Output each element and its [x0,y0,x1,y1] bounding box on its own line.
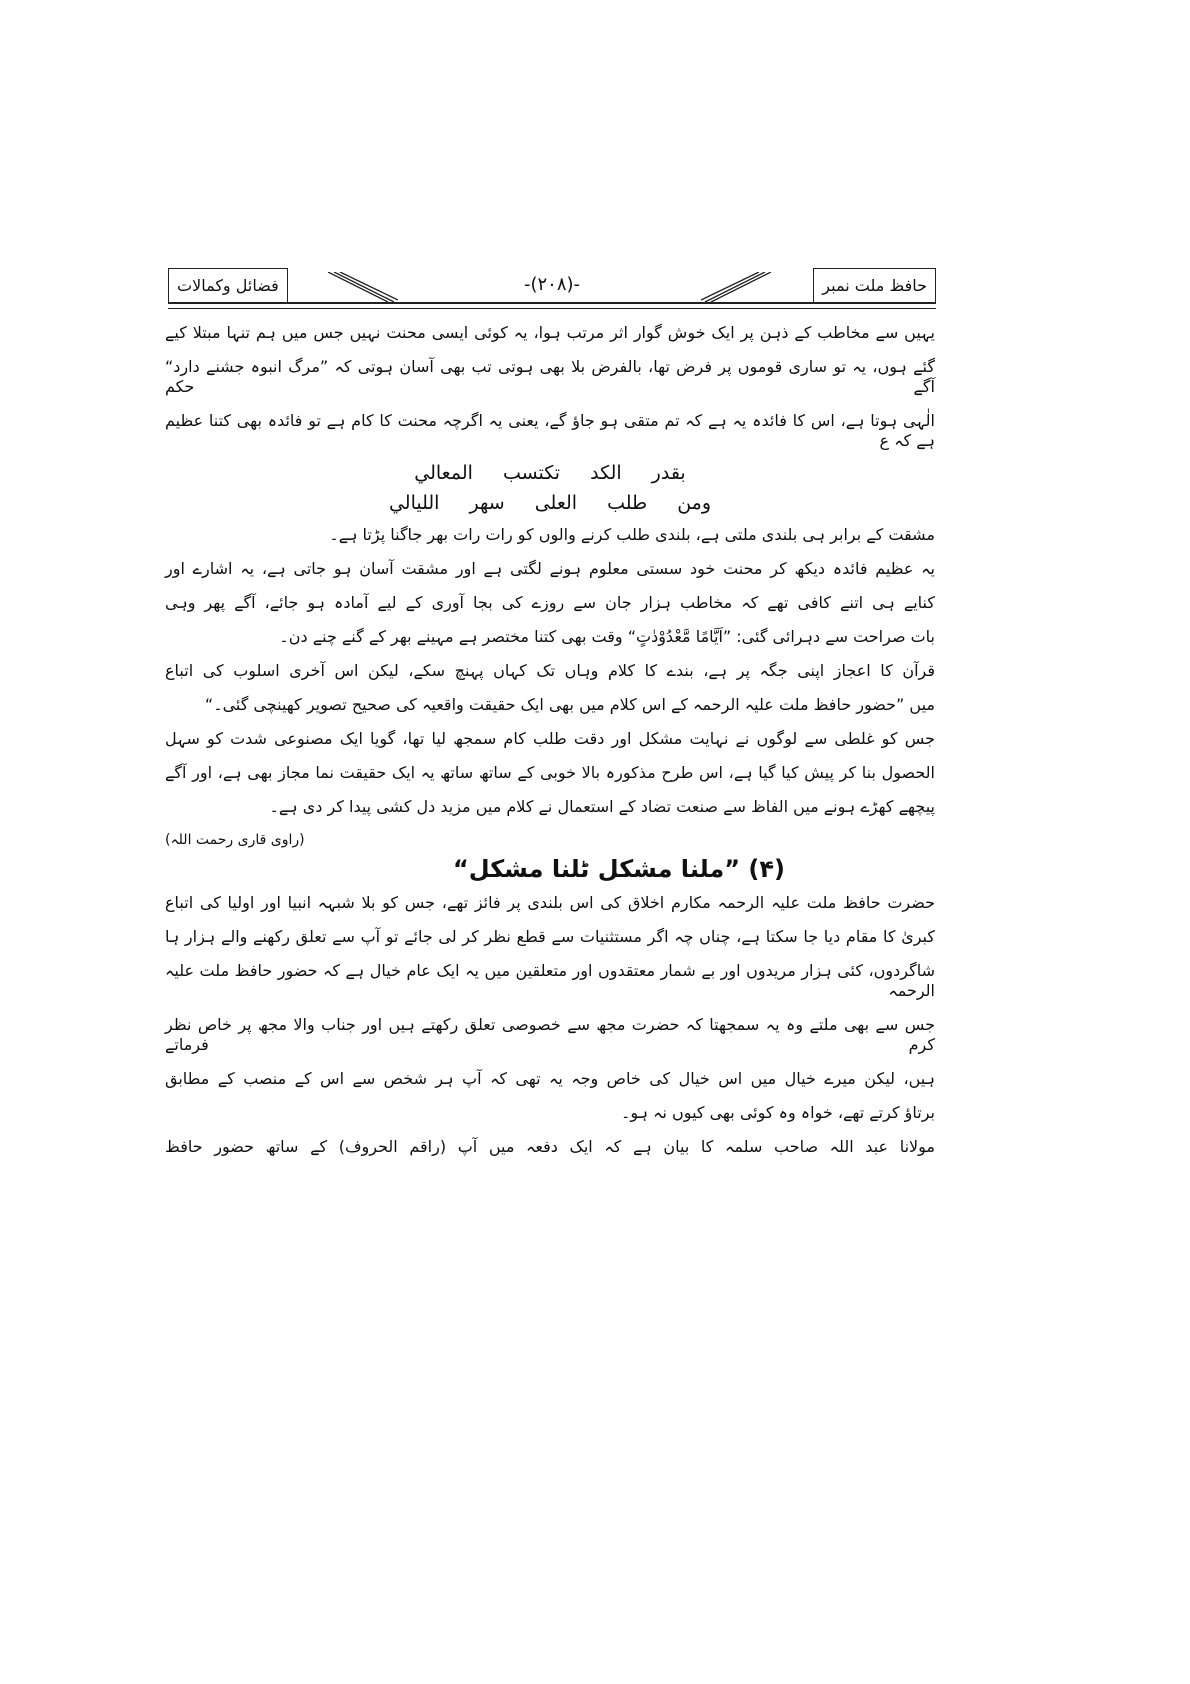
text-line: یہیں سے مخاطب کے ذہن پر ایک خوش گوار اثر مرتب ہوا، یہ کوئی ایسی محنت نہیں جس میں ہم تنہا مبتلا کیے [165,323,935,342]
text-line: مشقت کے برابر ہی بلندی ملتی ہے، بلندی طلب کرنے والوں کو رات رات بھر جاگنا پڑتا ہے۔ [329,525,935,544]
header-ornament-right [701,272,771,302]
text-line: یہ عظیم فائدہ دیکھ کر محنت خود سستی معلوم ہونے لگتی ہے اور مشقت آسان ہو جاتی ہے، یہ اشارے اور [165,559,935,578]
text-line: حضرت حافظ ملت علیہ الرحمہ مکارم اخلاق کی اس بلندی پر فائز تھے، جس کو بلا شبہہ انبیا اور اولیا کی اتباع [165,893,935,912]
verse-line: ومن طلب العلى سهر الليالي [388,492,712,514]
text-line: شاگردوں، کئی ہزار مریدوں اور بے شمار معتقدوں اور متعلقین میں یہ ایک عام خیال ہے کہ حضور حافظ ملت علیہ الرحمہ [165,961,935,1000]
body-text [165,316,935,1164]
narrator-caption: (راوی قاری رحمت اللہ) [165,832,305,848]
section-heading: (۴) ”ملنا مشکل ٹلنا مشکل“ [453,855,785,883]
chapter-title: فضائل وکمالات [168,268,288,303]
text-line: الحصول بنا کر پیش کیا گیا ہے، اس طرح مذکورہ بالا خوبی کے ساتھ ساتھ یہ ایک حقیقت نما مجاز بھی ہے، اور آگے [165,763,935,782]
text-line: جس کو غلطی سے لوگوں نے نہایت مشکل اور دقت طلب کام سمجھ لیا تھا، گویا ایک مصنوعی شدت کو سہل [165,729,935,748]
text-line: ہیں، لیکن میرے خیال میں اس خیال کی خاص وجہ یہ تھی کہ آپ ہر شخص سے اس کے منصب کے مطابق [165,1069,935,1088]
verse-line: بقدر الكد تكتسب المعالي [414,462,686,484]
page-number: -(۲۰۸)- [523,274,581,295]
header-ornament-left [328,272,398,302]
text-line: کنایے ہی اتنے کافی تھے کہ مخاطب ہزار جان سے روزے کی بجا آوری کے لیے آمادہ ہو جائے، آگے پھر وہی [165,593,935,612]
header-rule [168,302,936,309]
text-line: پیچھے کھڑے ہونے میں الفاظ سے صنعت تضاد کے استعمال نے کلام میں مزید دل کشی پیدا کر دی ہے۔ [269,797,935,816]
text-line: میں ”حضور حافظ ملت علیہ الرحمہ کے اس کلام میں بھی ایک حقیقت واقعیہ کی صحیح تصویر کھینچی گئی۔“ [204,695,935,714]
text-line: الٰہی ہوتا ہے، اس کا فائدہ یہ ہے کہ تم متقی ہو جاؤ گے، یعنی یہ اگرچہ محنت کا کام ہے تو فائدہ بھی کتنا عظیم ہے کہ ع [165,411,935,450]
text-line: جس سے بھی ملتے وہ یہ سمجھتا کہ حضرت مجھ سے خصوصی تعلق رکھتے ہیں اور جناب والا مجھ پر خاص نظر کرم فرماتے [165,1015,935,1054]
page-header [168,268,936,306]
text-line: برتاؤ کرتے تھے، خواہ وہ کوئی بھی کیوں نہ ہو۔ [621,1103,935,1122]
text-line: گئے ہوں، یہ تو ساری قوموں پر فرض تھا، بالفرض بلا بھی ہوتی تب بھی آسان ہوتی کہ ”مرگ انبوہ جشنے دارد“ آگے حکم [165,357,935,396]
text-line: کبریٰ کا مقام دیا جا سکتا ہے، چناں چہ اگر مستثنیات سے قطع نظر کر لی جائے تو آپ سے تعلق رکھنے والے ہزار ہا [165,927,935,946]
text-line: بات صراحت سے دہرائی گئی: ”اَيَّامًا مَّعْدُوْدٰتٍ“ وقت بھی کتنا مختصر ہے مہینے بھر کے گنے چنے دن۔ [279,627,935,646]
text-line: قرآن کا اعجاز اپنی جگہ پر ہے، بندے کا کلام وہاں تک کہاں پہنچ سکے، لیکن اس آخری اسلوب کی اتباع [165,661,935,680]
book-title: حافظ ملت نمبر [813,268,936,303]
text-line: مولانا عبد اللہ صاحب سلمہ کا بیان ہے کہ ایک دفعہ میں آپ (راقم الحروف) کے ساتھ حضور حافظ [165,1137,935,1156]
